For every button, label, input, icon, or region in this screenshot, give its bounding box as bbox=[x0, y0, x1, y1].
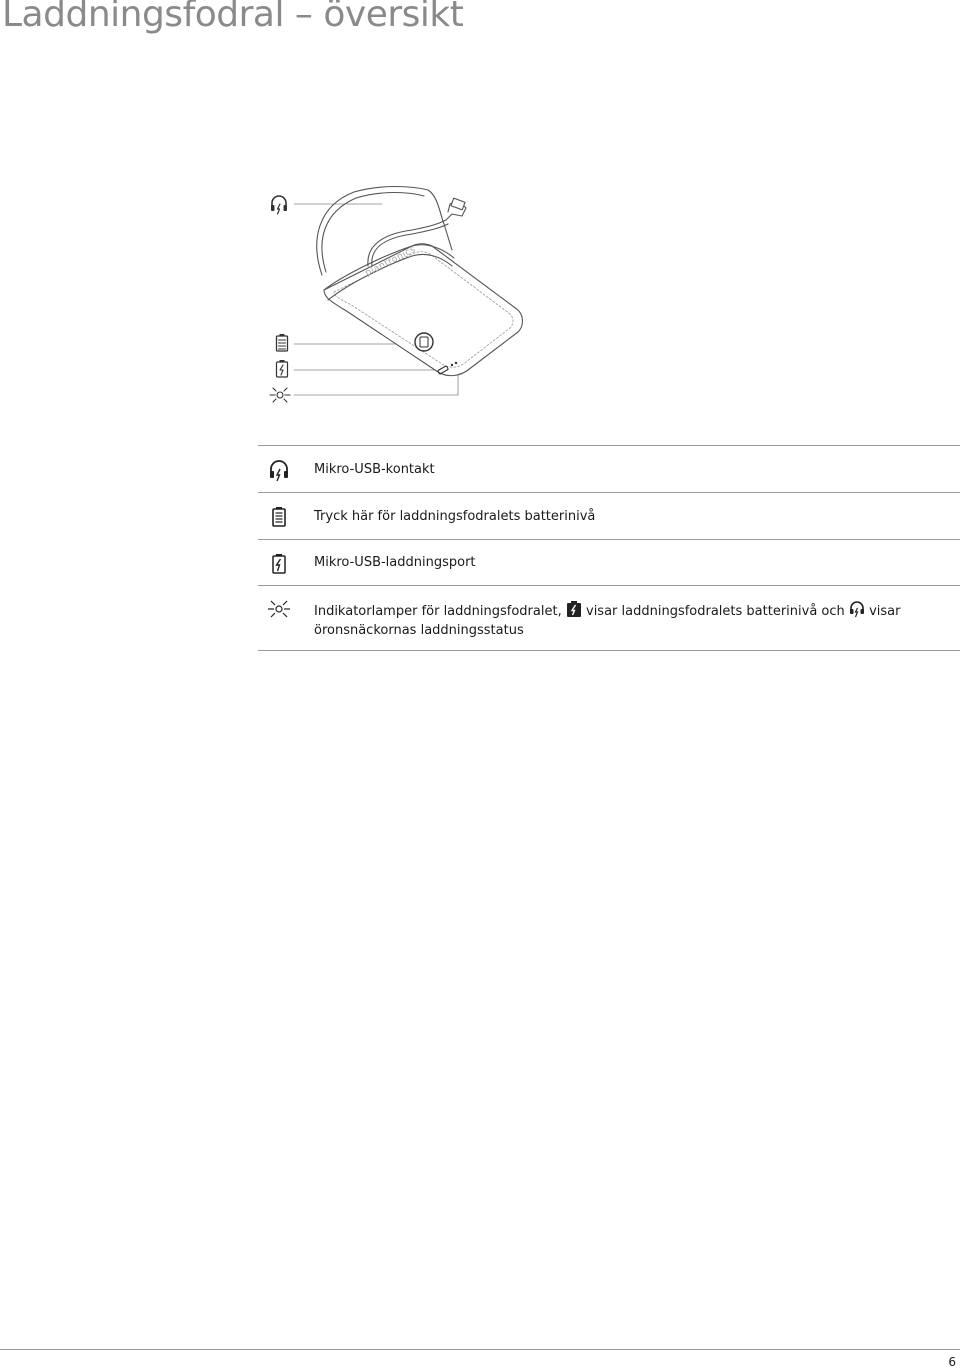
legend-text: Mikro-USB-laddningsport bbox=[314, 555, 476, 570]
callout-battery-charging-icon bbox=[277, 360, 288, 377]
legend-text-part2: visar laddningsfodralets batterinivå och bbox=[586, 604, 845, 619]
legend-table bbox=[258, 445, 960, 651]
legend-row-charging-port bbox=[258, 540, 960, 586]
brand-logo-text: plantronics bbox=[363, 244, 418, 279]
page-title: Laddningsfodral – översikt bbox=[2, 0, 464, 35]
page-number: 6 bbox=[948, 1355, 956, 1369]
headset-charging-inline-icon bbox=[849, 600, 865, 618]
charging-case-illustration bbox=[262, 180, 542, 410]
case-battery-inline-icon bbox=[566, 600, 582, 618]
callout-battery-level-icon bbox=[277, 334, 288, 351]
indicator-light-icon bbox=[268, 598, 290, 620]
page-footer-rule bbox=[0, 1349, 960, 1350]
legend-row-battery-button bbox=[258, 493, 960, 540]
legend-text: Tryck här för laddningsfodralets batterinivå bbox=[314, 509, 596, 524]
legend-text bbox=[314, 600, 912, 640]
callout-indicator-light-icon bbox=[270, 388, 290, 402]
battery-charging-icon bbox=[268, 553, 290, 575]
legend-text: Mikro-USB-kontakt bbox=[314, 462, 435, 477]
legend-row-usb-connector bbox=[258, 446, 960, 493]
headset-charging-icon bbox=[268, 459, 290, 481]
legend-text-part3: visar öronsnäckornas laddningsstatus bbox=[314, 604, 901, 638]
legend-row-indicator-lights bbox=[258, 586, 960, 651]
battery-level-icon bbox=[268, 506, 290, 528]
legend-text-part1: Indikatorlamper för laddningsfodralet, bbox=[314, 604, 562, 619]
callout-headset-icon bbox=[271, 196, 287, 214]
